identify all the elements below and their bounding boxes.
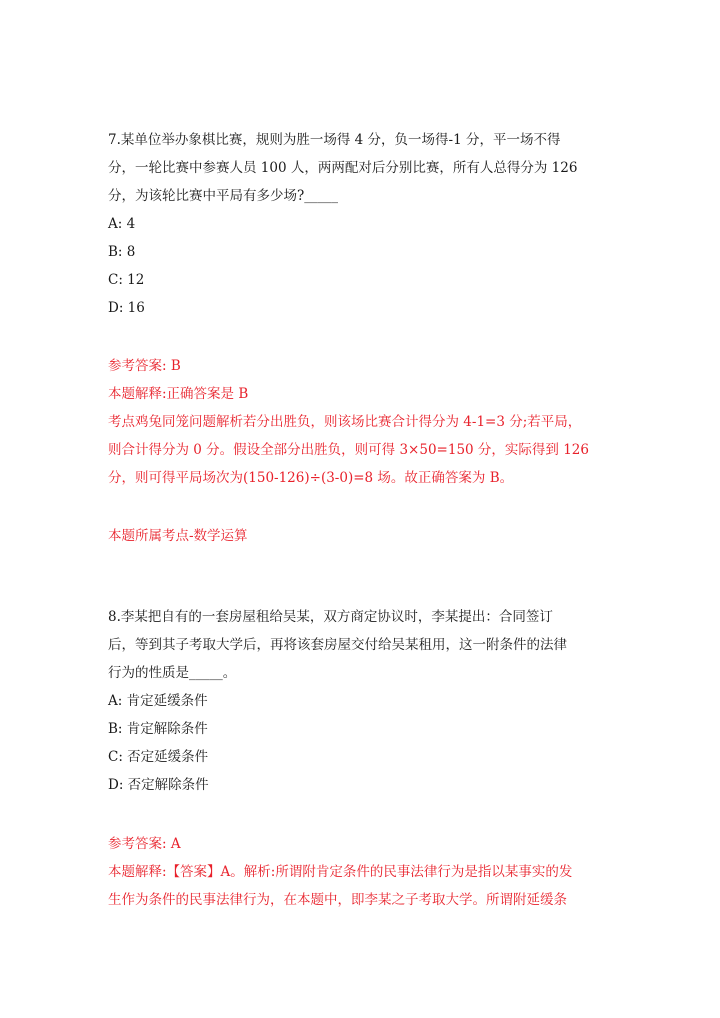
question-7-category-block <box>108 522 604 550</box>
question-7-option-a: A: 4 <box>108 216 136 232</box>
question-8 <box>108 603 604 799</box>
question-8-option-d: D: 否定解除条件 <box>108 777 209 793</box>
question-7-explanation-title: 本题解释:正确答案是 B <box>108 386 249 402</box>
question-8-explanation-line-1: 本题解释:【答案】A。解析:所谓附肯定条件的民事法律行为是指以某事实的发 <box>108 864 573 880</box>
question-8-option-b: B: 肯定解除条件 <box>108 721 208 737</box>
question-7-category: 本题所属考点-数学运算 <box>108 528 248 544</box>
question-7 <box>108 126 604 322</box>
question-7-answer-block <box>108 352 604 492</box>
question-7-line-1: 7.某单位举办象棋比赛，规则为胜一场得 4 分，负一场得-1 分，平一场不得 <box>108 132 561 148</box>
question-7-option-b: B: 8 <box>108 244 136 260</box>
question-8-explanation-line-2: 生作为条件的民事法律行为，在本题中，即李某之子考取大学。所谓附延缓条 <box>108 892 567 908</box>
question-8-answer: 参考答案: A <box>108 836 181 852</box>
question-7-answer: 参考答案: B <box>108 358 181 374</box>
question-8-line-1: 8.李某把自有的一套房屋租给吴某，双方商定协议时，李某提出：合同签订 <box>108 609 553 625</box>
question-7-explanation-line-2: 则合计得分为 0 分。假设全部分出胜负，则可得 3×50=150 分，实际得到 126 <box>108 442 589 458</box>
question-7-explanation-line-3: 分，则可得平局场次为(150-126)÷(3-0)=8 场。故正确答案为 B。 <box>108 470 514 486</box>
question-8-line-2: 后，等到其子考取大学后，再将该套房屋交付给吴某租用，这一附条件的法律 <box>108 637 567 653</box>
question-8-option-c: C: 否定延缓条件 <box>108 749 209 765</box>
question-7-option-d: D: 16 <box>108 300 145 316</box>
question-7-explanation-line-1: 考点鸡兔同笼问题解析若分出胜负，则该场比赛合计得分为 4-1=3 分;若平局， <box>108 414 582 430</box>
question-8-line-3: 行为的性质是_____。 <box>108 665 237 681</box>
question-8-option-a: A: 肯定延缓条件 <box>108 693 208 709</box>
question-7-line-2: 分，一轮比赛中参赛人员 100 人，两两配对后分别比赛，所有人总得分为 126 <box>108 160 578 176</box>
question-7-option-c: C: 12 <box>108 272 145 288</box>
question-8-answer-block <box>108 830 604 914</box>
question-7-line-3: 分，为该轮比赛中平局有多少场?_____ <box>108 188 338 204</box>
